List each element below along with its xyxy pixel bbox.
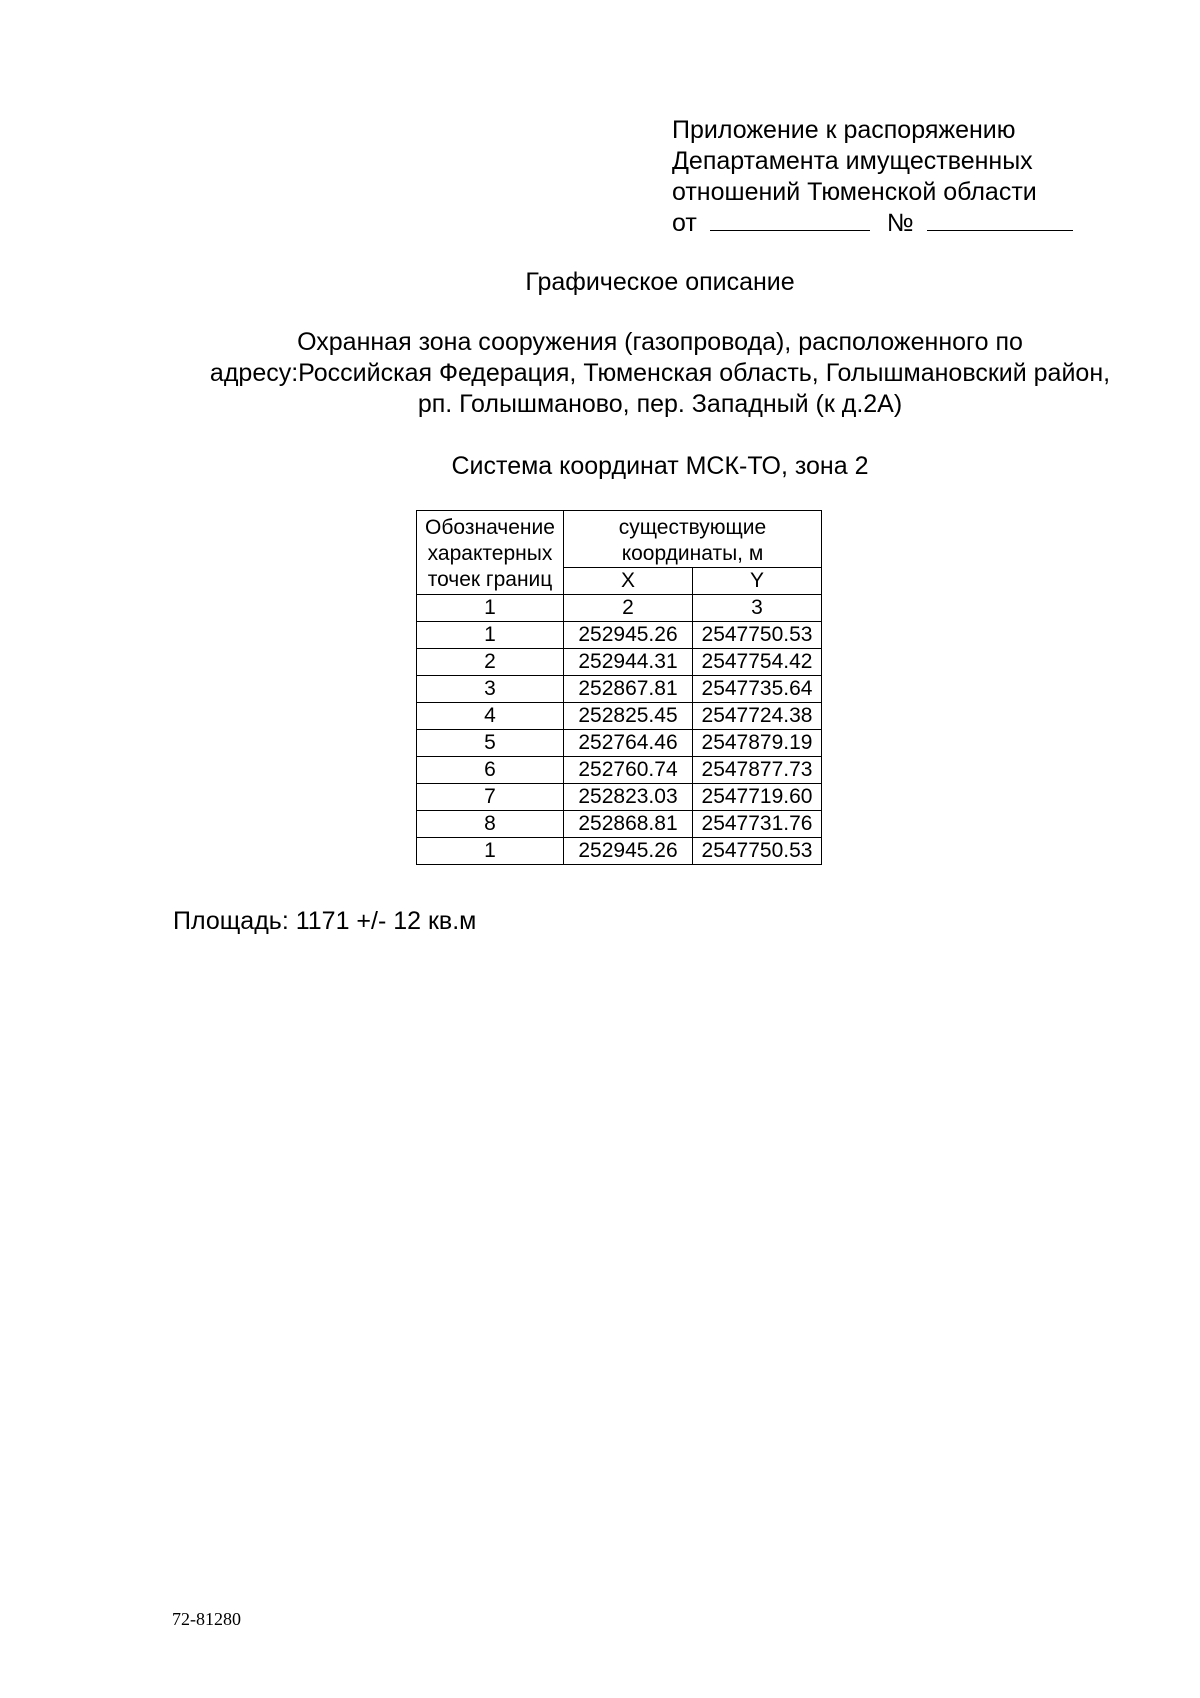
point-cell: 1 [417,622,564,649]
subject-line-1: Охранная зона сооружения (газопровода), расположенного по [297,328,1023,356]
header-point-line: точек границ [427,568,553,591]
x-cell: 252823.03 [564,784,693,811]
table-row [417,784,822,811]
column-number-cell: 1 [417,595,564,622]
table-row [417,838,822,865]
header-y-cell: Y [693,568,822,595]
date-prefix: от [672,209,697,237]
table-row [417,676,822,703]
table-row [417,649,822,676]
coordinates-table [416,510,822,865]
x-cell: 252867.81 [564,676,693,703]
table-row [417,730,822,757]
column-number-row [417,595,822,622]
x-cell: 252868.81 [564,811,693,838]
table-row [417,811,822,838]
date-blank [710,208,870,231]
point-cell: 3 [417,676,564,703]
subject-line-2: адресу:Российская Федерация, Тюменская область, Голышмановский район, [209,359,1111,387]
header-point-line: характерных [427,542,553,565]
subject-line-3: рп. Голышманово, пер. Западный (к д.2А) [417,390,903,418]
header-point-line: Обозначение [425,516,555,539]
x-cell: 252825.45 [564,703,693,730]
header-point-cell [417,511,564,595]
table-header-row [417,511,822,568]
y-cell: 2547735.64 [693,676,822,703]
header-coords-line: существующие [618,516,767,539]
document-title: Графическое описание [525,268,795,296]
point-cell: 4 [417,703,564,730]
subject-block [0,327,1200,420]
table-row [417,757,822,784]
x-cell: 252945.26 [564,622,693,649]
column-number-cell: 3 [693,595,822,622]
appendix-line-2: Департамента имущественных [672,147,1033,175]
document-number: 72-81280 [172,1609,241,1629]
y-cell: 2547879.19 [693,730,822,757]
y-cell: 2547750.53 [693,838,822,865]
header-coords-line: координаты, м [621,542,764,565]
x-cell: 252760.74 [564,757,693,784]
point-cell: 7 [417,784,564,811]
appendix-block [672,115,1073,239]
appendix-date-number-line [672,208,1073,239]
point-cell: 8 [417,811,564,838]
y-cell: 2547877.73 [693,757,822,784]
point-cell: 6 [417,757,564,784]
y-cell: 2547731.76 [693,811,822,838]
number-blank [927,208,1073,231]
column-number-cell: 2 [564,595,693,622]
header-x-cell: X [564,568,693,595]
point-cell: 5 [417,730,564,757]
x-cell: 252764.46 [564,730,693,757]
table-row [417,703,822,730]
y-cell: 2547750.53 [693,622,822,649]
number-prefix: № [886,209,914,237]
x-cell: 252945.26 [564,838,693,865]
appendix-line-1: Приложение к распоряжению [672,116,1016,144]
y-cell: 2547719.60 [693,784,822,811]
point-cell: 2 [417,649,564,676]
y-cell: 2547724.38 [693,703,822,730]
point-cell: 1 [417,838,564,865]
area-text: Площадь: 1171 +/- 12 кв.м [173,907,477,935]
coordinate-system: Система координат МСК-ТО, зона 2 [451,452,869,480]
x-cell: 252944.31 [564,649,693,676]
y-cell: 2547754.42 [693,649,822,676]
table-row [417,622,822,649]
appendix-line-3: отношений Тюменской области [672,178,1037,206]
header-coords-cell [564,511,822,568]
